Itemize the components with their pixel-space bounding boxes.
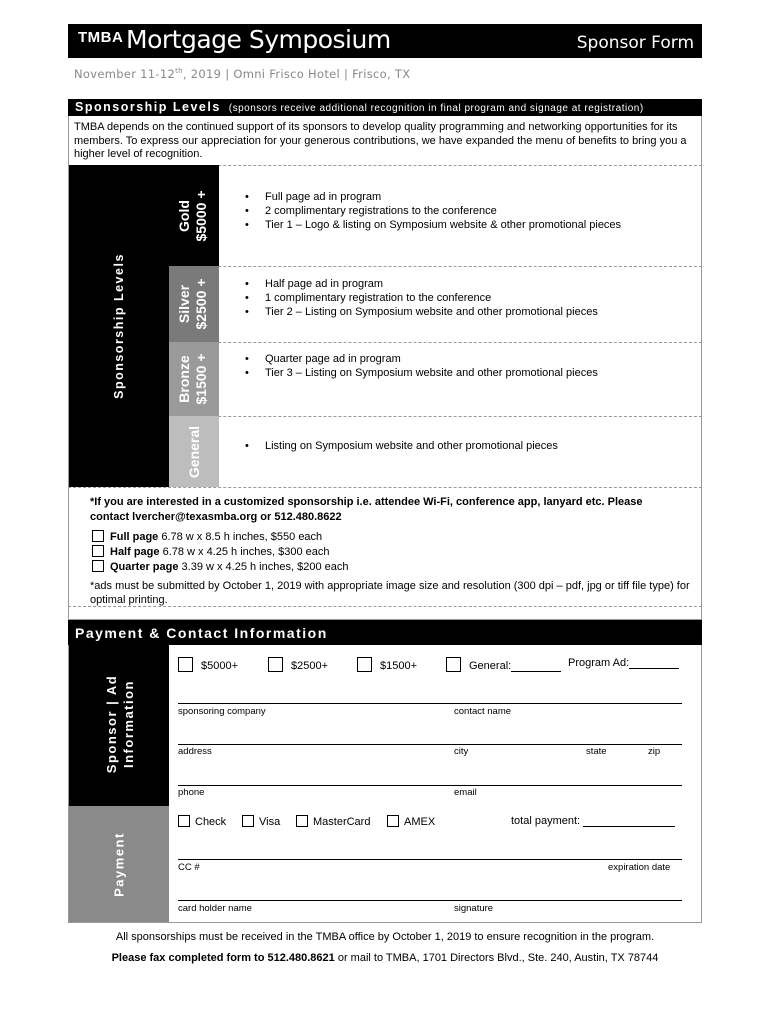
custom-sponsorship-note: *If you are interested in a customized sponsorship i.e. attendee Wi-Fi, conference app, lanyard etc. Please contact lvercher@texasmba.org or 512.480.8622 (90, 496, 643, 523)
phone-label: phone (178, 787, 205, 798)
total-payment-field[interactable] (583, 826, 675, 827)
ad-option-quarter-page: Quarter page 3.39 w x 4.25 h inches, $200 each (92, 560, 348, 574)
sponsor-ad-vertical-label: Sponsor | Ad Information (104, 674, 136, 774)
tier-bronze-label: Bronze $1500 + (169, 342, 219, 416)
bronze-benefits (245, 352, 598, 380)
list-item: • 2 complimentary registrations to the conference (245, 204, 621, 218)
list-item: • Listing on Symposium website and other promotional pieces (245, 439, 558, 453)
ad-option-half-page: Half page 6.78 w x 4.25 h inches, $300 each (92, 545, 330, 559)
amount-option-5000[interactable]: $5000+ (178, 657, 238, 672)
method-visa[interactable]: Visa (242, 815, 280, 828)
contact-name-label: contact name (454, 706, 512, 717)
general-benefits (245, 439, 558, 453)
brand-logo: TMBA (78, 29, 124, 46)
sponsoring-company-label: sponsoring company (178, 706, 266, 717)
sponsorship-levels-heading: Sponsorship Levels (sponsors receive additional recognition in final program and signage at registration) (68, 99, 702, 116)
amount-2500-checkbox[interactable] (268, 657, 283, 672)
visa-checkbox[interactable] (242, 815, 254, 827)
program-ad-option: Program Ad: (568, 657, 679, 669)
intro-text: TMBA depends on the continued support of its sponsors to develop quality programming and networking opportunities for its members. To express our appreciation for your generous contributions, we have expanded the menu of benefits to bring you a higher level of recognition. (74, 121, 687, 160)
amount-option-general[interactable]: General: (446, 657, 561, 672)
ad-submission-note: *ads must be submitted by October 1, 2019 with appropriate image size and resolution (300 dpi – pdf, jpg or tiff file type) for optimal printing. (90, 580, 690, 606)
amex-checkbox[interactable] (387, 815, 399, 827)
mastercard-checkbox[interactable] (296, 815, 308, 827)
state-label: state (586, 746, 607, 757)
amount-5000-checkbox[interactable] (178, 657, 193, 672)
form-name: Sponsor Form (576, 33, 694, 53)
gold-benefits (245, 190, 621, 232)
expiration-date-label: expiration date (608, 862, 671, 873)
payment-vertical-label: Payment (111, 832, 127, 897)
method-check[interactable]: Check (178, 815, 226, 828)
check-checkbox[interactable] (178, 815, 190, 827)
full-page-checkbox[interactable] (92, 530, 104, 542)
divider (68, 487, 702, 488)
sponsoring-company-line[interactable] (178, 703, 682, 704)
card-holder-line[interactable] (178, 900, 682, 901)
amount-option-1500[interactable]: $1500+ (357, 657, 417, 672)
method-mastercard[interactable]: MasterCard (296, 815, 370, 828)
list-item: • Half page ad in program (245, 277, 598, 291)
tier-silver-label: Silver $2500 + (169, 266, 219, 342)
tier-gold-label: Gold $5000 + (169, 165, 219, 266)
total-payment: total payment: (511, 815, 675, 827)
general-amount-field[interactable] (511, 671, 561, 672)
address-label: address (178, 746, 212, 757)
tier-general-label: General (169, 416, 219, 487)
ad-option-full-page: Full page 6.78 w x 8.5 h inches, $550 each (92, 530, 322, 544)
header-bar (68, 24, 702, 58)
levels-vertical-label: Sponsorship Levels (112, 253, 126, 399)
fax-mail-note: Please fax completed form to 512.480.8621 or mail to TMBA, 1701 Directors Blvd., Ste. 240, Austin, TX 78744 (111, 952, 659, 964)
cc-number-line[interactable] (178, 859, 682, 860)
list-item: • 1 complimentary registration to the conference (245, 291, 598, 305)
city-label: city (454, 746, 469, 757)
general-checkbox[interactable] (446, 657, 461, 672)
list-item: • Full page ad in program (245, 190, 621, 204)
amount-1500-checkbox[interactable] (357, 657, 372, 672)
cc-number-label: CC # (178, 862, 200, 873)
zip-label: zip (648, 746, 661, 757)
signature-label: signature (454, 903, 494, 914)
quarter-page-checkbox[interactable] (92, 560, 104, 572)
method-amex[interactable]: AMEX (387, 815, 435, 828)
list-item: • Quarter page ad in program (245, 352, 598, 366)
program-ad-field[interactable] (629, 668, 679, 669)
list-item: • Tier 2 – Listing on Symposium website and other promotional pieces (245, 305, 598, 319)
payment-contact-heading: Payment & Contact Information (68, 620, 702, 645)
email-label: email (454, 787, 477, 798)
event-title: Mortgage Symposium (126, 25, 391, 54)
card-holder-name-label: card holder name (178, 903, 252, 914)
address-line[interactable] (178, 744, 682, 745)
event-details: November 11-12th, 2019 | Omni Frisco Hotel | Frisco, TX (74, 67, 411, 81)
silver-benefits (245, 277, 598, 319)
half-page-checkbox[interactable] (92, 545, 104, 557)
phone-line[interactable] (178, 785, 682, 786)
list-item: • Tier 3 – Listing on Symposium website and other promotional pieces (245, 366, 598, 380)
list-item: • Tier 1 – Logo & listing on Symposium website & other promotional pieces (245, 218, 621, 232)
deadline-note: All sponsorships must be received in the TMBA office by October 1, 2019 to ensure recognition in the program. (115, 931, 655, 943)
amount-option-2500[interactable]: $2500+ (268, 657, 328, 672)
